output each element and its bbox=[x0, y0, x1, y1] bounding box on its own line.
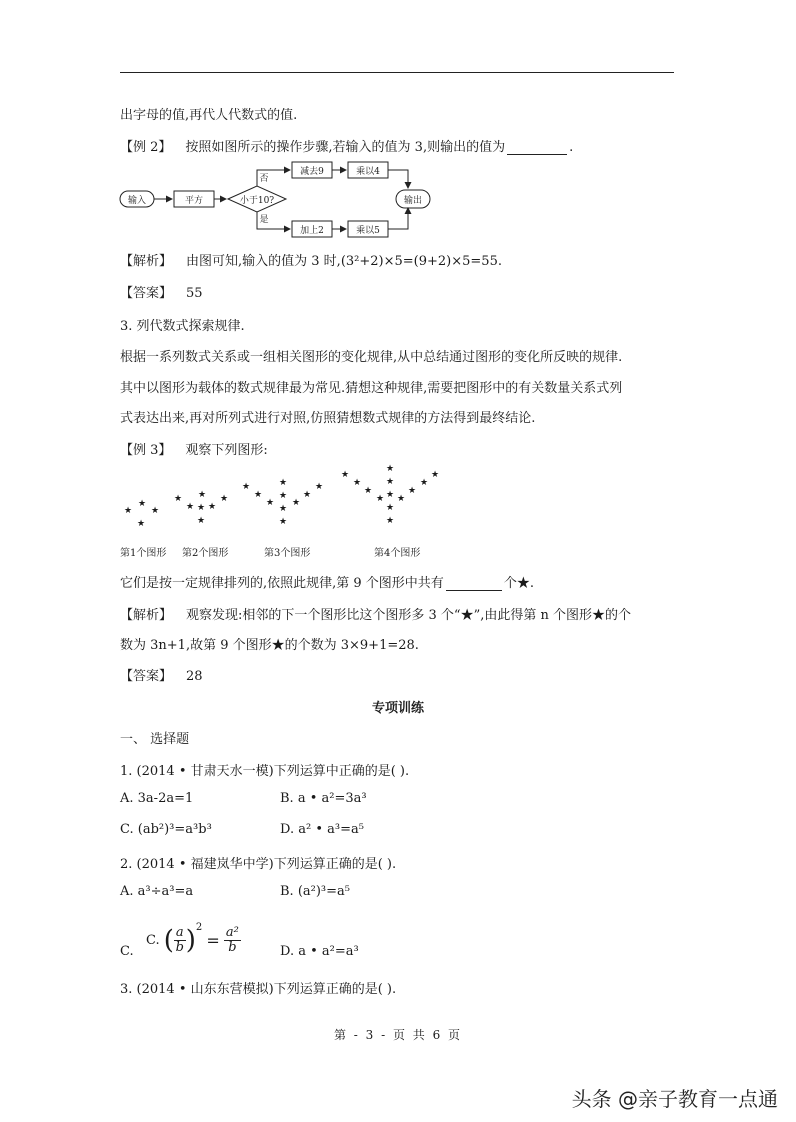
figure-label-3: 第3个图形 bbox=[264, 548, 311, 559]
figure-label-2: 第2个图形 bbox=[182, 548, 229, 559]
star-4-9: ★ bbox=[397, 494, 406, 504]
analysis3-line1 bbox=[120, 604, 631, 623]
q2-option-c-formula: C. ( $\frac{a}{b}$ )$^2$ = $\frac{\text{a²}}{b}$ bbox=[146, 922, 239, 956]
para-line-1: 根据一系列数式关系或一组相关图形的变化规律,从中总结通过图形的变化所反映的规律. bbox=[120, 350, 623, 365]
answer3-text: 28 bbox=[186, 669, 203, 684]
q1-stem: 1. (2014 • 甘肃天水一模)下列运算中正确的是( ). bbox=[120, 764, 410, 779]
star-3-3: ★ bbox=[266, 498, 275, 508]
star-4-6: ★ bbox=[386, 477, 395, 487]
q2-stem: 2. (2014 • 福建岚华中学)下列运算正确的是( ). bbox=[120, 857, 397, 872]
star-4-7: ★ bbox=[386, 490, 395, 500]
star-3-8: ★ bbox=[303, 490, 312, 500]
answer2-tag: 【答案】 bbox=[120, 286, 173, 301]
star-4-8: ★ bbox=[386, 503, 395, 513]
flow-square-label: 平方 bbox=[184, 196, 204, 206]
star-3-2: ★ bbox=[254, 490, 263, 500]
flow-times5-label: 乘以5 bbox=[356, 226, 380, 236]
answer3-tag: 【答案】 bbox=[120, 669, 173, 684]
analysis3-text-1: 观察发现:相邻的下一个图形比这个图形多 3 个“★”,由此得第 n 个图形★的个 bbox=[186, 608, 631, 623]
star-4-12: ★ bbox=[431, 470, 440, 480]
figure-label-4: 第4个图形 bbox=[374, 548, 421, 559]
star-3-4: ★ bbox=[279, 478, 288, 488]
q3-text-before: 它们是按一定规律排列的,依照此规律,第 9 个图形中共有 bbox=[120, 576, 444, 591]
flow-minus9-label: 减去9 bbox=[300, 167, 324, 177]
flow-decision-label: 小于10? bbox=[239, 196, 275, 206]
example2-text: 按照如图所示的操作步骤,若输入的值为 3,则输出的值为 bbox=[185, 140, 506, 155]
star-4-11: ★ bbox=[420, 478, 429, 488]
example3-tag: 【例 3】 bbox=[120, 443, 172, 458]
watermark: 头条 @亲子教育一点通 bbox=[571, 1087, 778, 1111]
star-3-10: ★ bbox=[279, 517, 288, 527]
page-footer: 第 - 3 - 页 共 6 页 bbox=[333, 1028, 463, 1042]
q2-option-c-inner: C. bbox=[146, 933, 160, 948]
q1-option-d: D. a² • a³=a⁵ bbox=[280, 822, 364, 837]
q2-fraction: $\frac{a}{b}$ bbox=[175, 925, 184, 955]
example2-tag: 【例 2】 bbox=[120, 140, 172, 155]
star-4-5: ★ bbox=[386, 464, 395, 474]
example3-text: 观察下列图形: bbox=[185, 443, 268, 458]
analysis3-tag: 【解析】 bbox=[120, 608, 173, 623]
star-4-2: ★ bbox=[353, 478, 362, 488]
star-1-4: ★ bbox=[137, 519, 146, 529]
star-2-5: ★ bbox=[208, 502, 217, 512]
star-3-6: ★ bbox=[279, 504, 288, 514]
q1-option-b: B. a • a²=3a³ bbox=[280, 791, 367, 806]
analysis2-tag: 【解析】 bbox=[120, 254, 173, 269]
flow-output-label: 输出 bbox=[403, 196, 423, 206]
star-4-10: ★ bbox=[408, 486, 417, 496]
star-2-4: ★ bbox=[197, 503, 206, 513]
section3-title: 3. 列代数式探索规律. bbox=[120, 319, 245, 334]
star-1-1: ★ bbox=[124, 506, 133, 516]
answer2-text: 55 bbox=[186, 286, 203, 301]
star-4-4: ★ bbox=[376, 494, 385, 504]
q3-line bbox=[120, 572, 534, 591]
star-2-6: ★ bbox=[220, 494, 229, 504]
q3-text-after: 个★. bbox=[503, 576, 534, 591]
example2-period: . bbox=[569, 140, 574, 155]
analysis3-line2: 数为 3n+1,故第 9 个图形★的个数为 3×9+1=28. bbox=[120, 638, 419, 653]
q2-option-a: A. a³÷a³=a bbox=[120, 884, 194, 899]
star-3-5: ★ bbox=[279, 491, 288, 501]
flow-no-label: 否 bbox=[259, 174, 269, 184]
star-2-2: ★ bbox=[186, 502, 195, 512]
flow-input-label: 输入 bbox=[127, 196, 147, 206]
star-2-3: ★ bbox=[198, 490, 207, 500]
para-line-2: 其中以图形为载体的数式规律最为常见.猜想这种规律,需要把图形中的有关数量关系式列 bbox=[120, 381, 623, 396]
flow-plus2-label: 加上2 bbox=[300, 226, 324, 236]
star-1-3: ★ bbox=[151, 506, 160, 516]
flow-yes-label: 是 bbox=[259, 215, 269, 225]
star-3-7: ★ bbox=[292, 498, 301, 508]
star-4-3: ★ bbox=[364, 486, 373, 496]
star-2-1: ★ bbox=[174, 494, 183, 504]
star-2-7: ★ bbox=[197, 516, 206, 526]
star-1-2: ★ bbox=[138, 499, 147, 509]
intro-line: 出字母的值,再代人代数式的值. bbox=[120, 108, 298, 123]
star-3-1: ★ bbox=[242, 482, 251, 492]
training-title: 专项训练 bbox=[371, 701, 424, 716]
q2-option-c-label: C. bbox=[120, 944, 134, 959]
answer3-line bbox=[120, 665, 203, 684]
q2-option-b: B. (a²)³=a⁵ bbox=[280, 884, 350, 899]
flow-times4-label: 乘以4 bbox=[356, 167, 380, 177]
q3-stem: 3. (2014 • 山东东营模拟)下列运算正确的是( ). bbox=[120, 982, 397, 997]
q3-blank bbox=[446, 578, 502, 591]
q1-option-c: C. (ab²)³=a³b³ bbox=[120, 822, 212, 837]
star-4-13: ★ bbox=[386, 516, 395, 526]
q2-fraction-rhs: $\frac{\text{a²}}{b}$ bbox=[225, 925, 239, 955]
analysis2-text: 由图可知,输入的值为 3 时,(3²+2)×5=(9+2)×5=55. bbox=[186, 254, 502, 269]
section-one-title: 一、 选择题 bbox=[120, 732, 190, 747]
star-3-9: ★ bbox=[315, 482, 324, 492]
figure-label-1: 第1个图形 bbox=[120, 548, 167, 559]
q2-option-d: D. a • a²=a³ bbox=[280, 944, 359, 959]
q1-option-a: A. 3a-2a=1 bbox=[120, 791, 194, 806]
para-line-3: 式表达出来,再对所列式进行对照,仿照猜想数式规律的方法得到最终结论. bbox=[120, 411, 536, 426]
star-4-1: ★ bbox=[341, 470, 350, 480]
